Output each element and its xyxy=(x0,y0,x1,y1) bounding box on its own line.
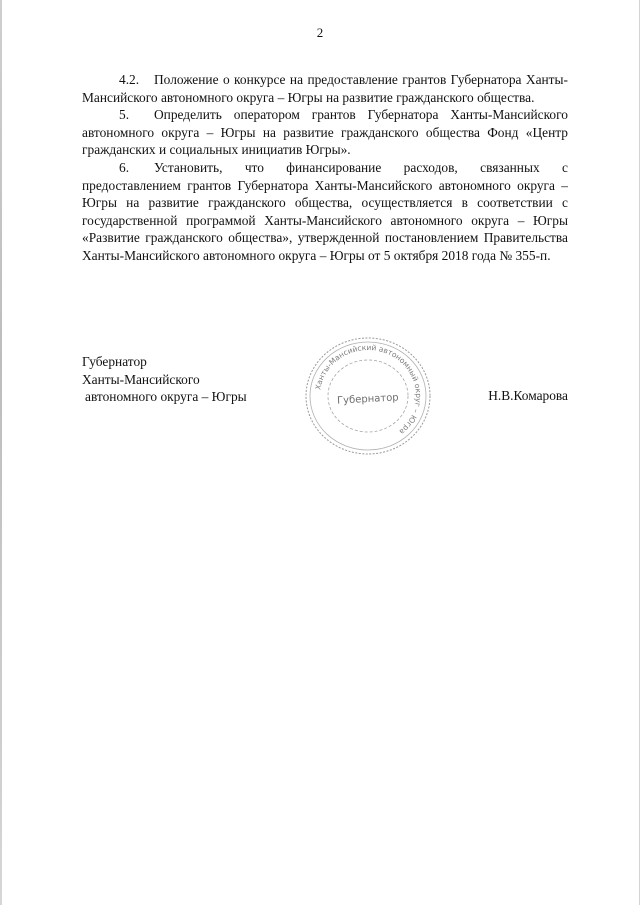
scan-edge-left xyxy=(0,0,2,905)
paragraph-5 xyxy=(82,106,568,159)
paragraph-6 xyxy=(82,159,568,265)
document-body xyxy=(82,71,568,265)
paragraph-4-2 xyxy=(82,71,568,106)
signatory-title-line: Губернатор xyxy=(82,354,147,369)
page-number: 2 xyxy=(316,25,324,40)
signatory-title-line: Ханты-Мансийского xyxy=(82,371,200,387)
signatory-name: Н.В.Комарова xyxy=(488,388,568,403)
paragraph-text: Установить, что финансирование расходов, связанных с предоставлением грантов Губернатора Ханты-Мансийского автономного округа – Югры на развитие гражданского общества, осуществляется в соответствии с государственной программой Ханты-Мансийского автономного округа – Югры «Развитие гражданского общества», утвержденной постановлением Правительства Ханты-Мансийского автономного округа – Югры от 5 октября 2018 года № 355-п. xyxy=(82,159,568,263)
signatory-title xyxy=(82,353,247,406)
paragraph-number: 5. xyxy=(119,107,130,123)
seal-center-text: Губернатор xyxy=(336,392,399,407)
seal-ring-text: Ханты-Мансийский автономный округ – Югра xyxy=(313,342,424,437)
official-seal xyxy=(298,332,438,460)
paragraph-number: 4.2. xyxy=(119,72,140,87)
signatory-title-line: автономного округа – Югры xyxy=(85,389,247,405)
paragraph-number: 6. xyxy=(119,159,130,175)
paragraph-text: Определить оператором грантов Губернатора Ханты-Мансийского автономного округа – Югры на развитие гражданского общества Фонд «Центр гражданских и социальных инициатив Югры». xyxy=(82,107,568,158)
paragraph-text: Положение о конкурсе на предоставление грантов Губернатора Ханты-Мансийского автономного округа – Югры на развитие гражданского общества. xyxy=(82,72,568,105)
seal-graphic xyxy=(298,332,438,460)
